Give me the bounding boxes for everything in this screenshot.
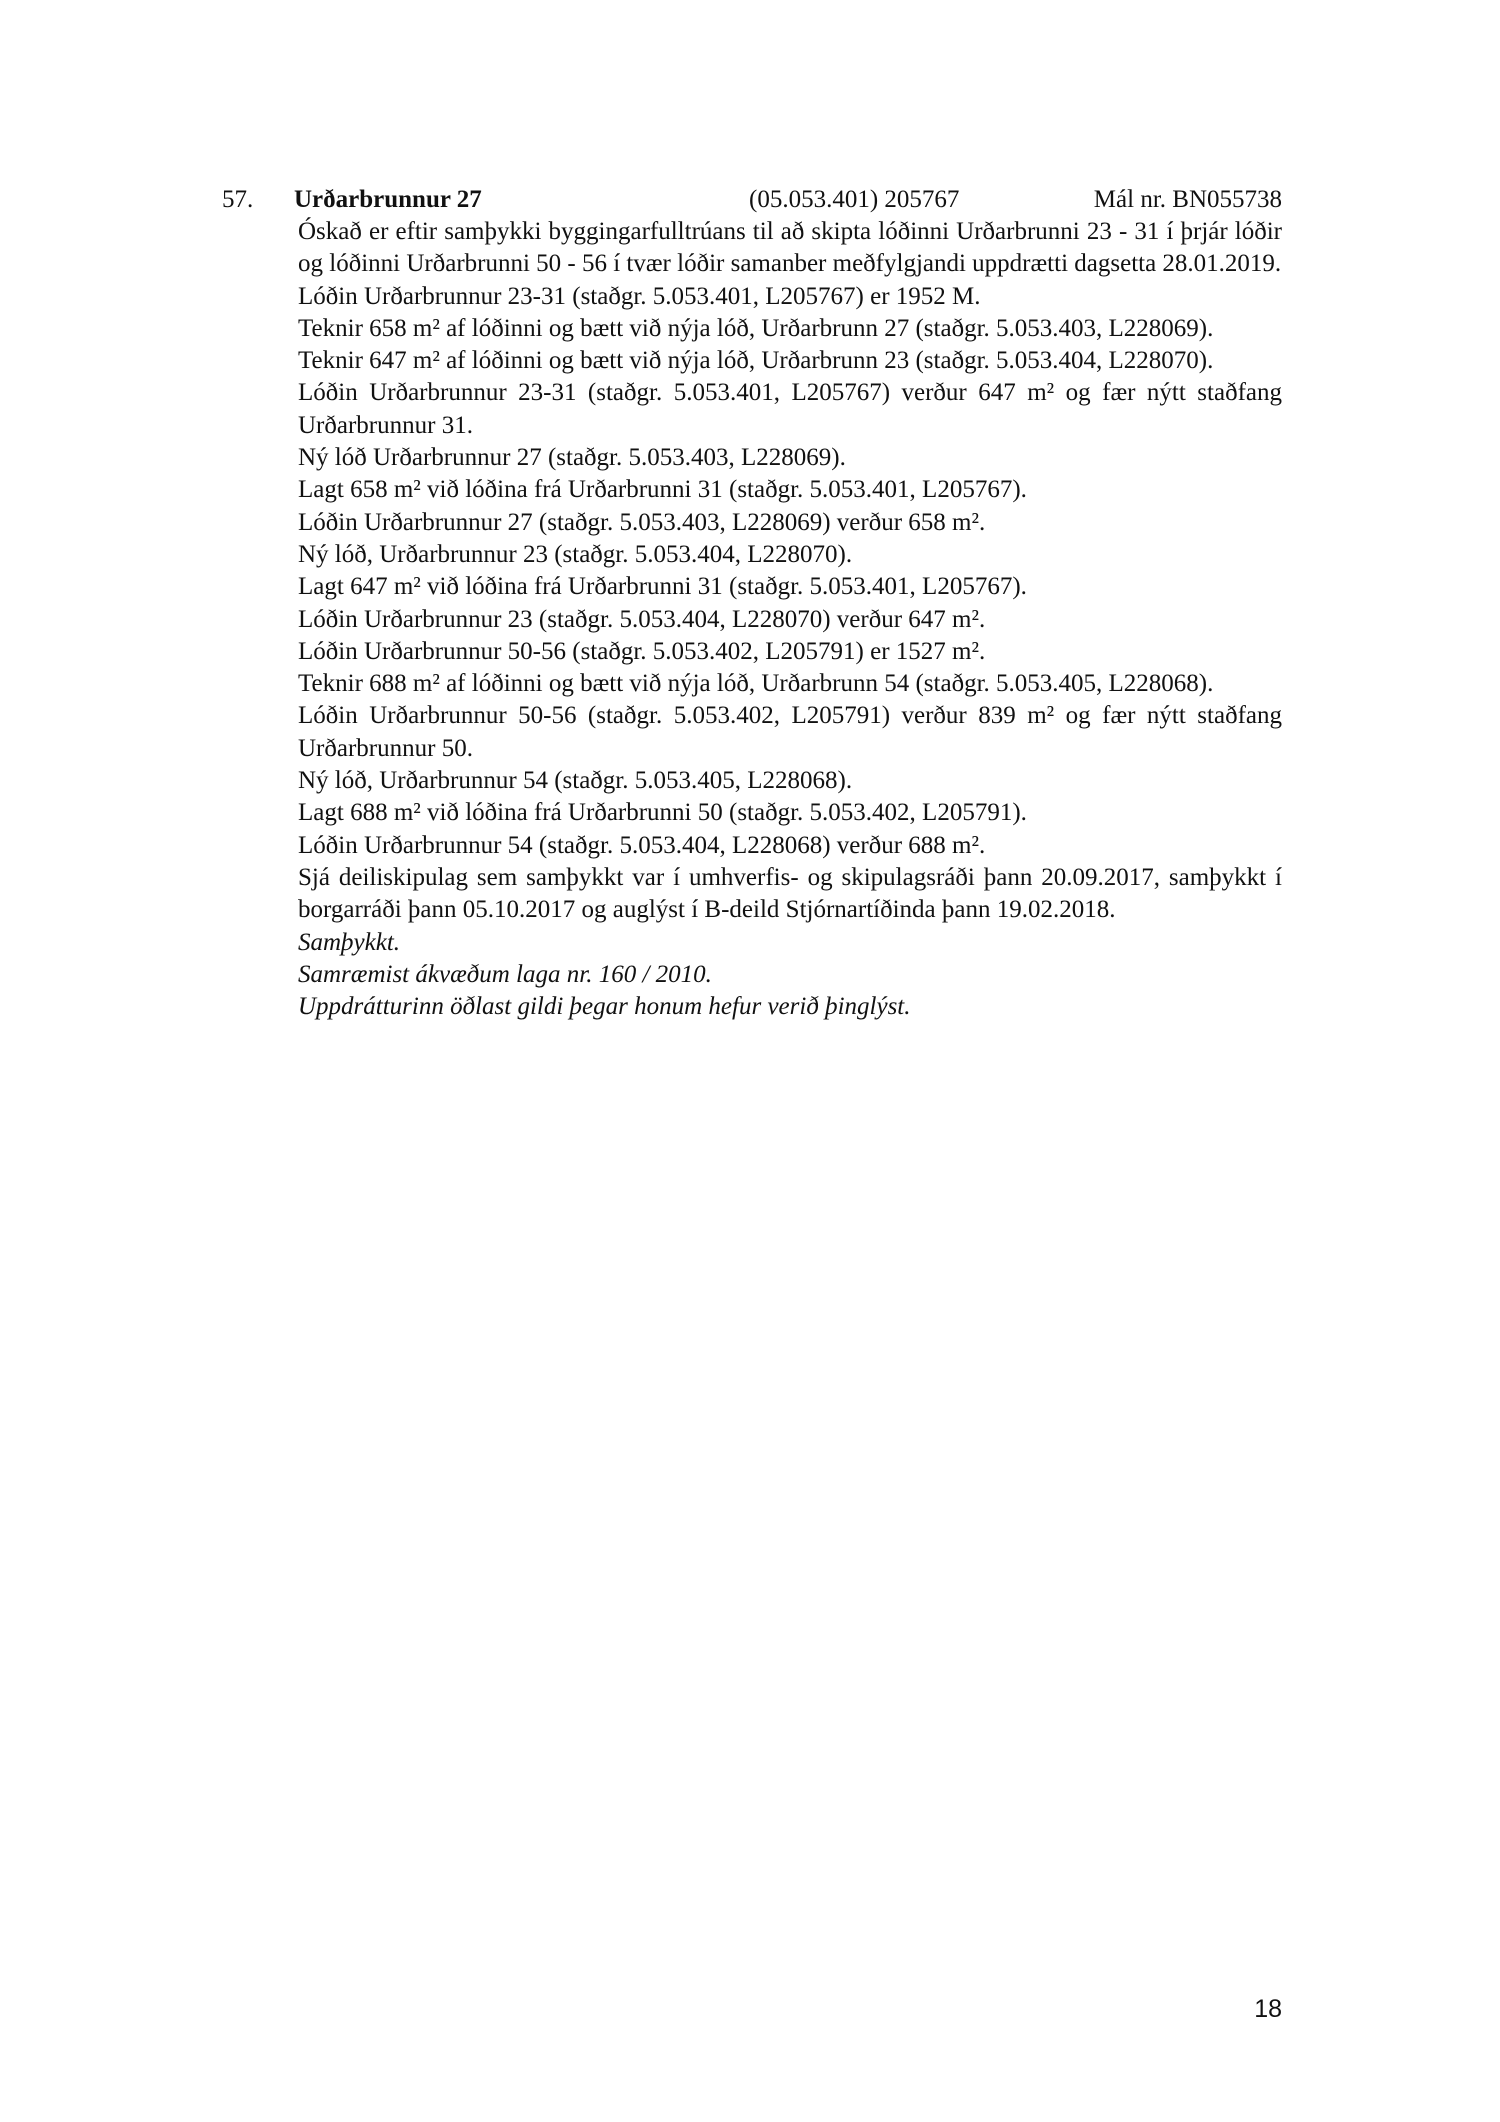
item-title: Urðarbrunnur 27: [294, 186, 482, 213]
body-paragraph: Teknir 688 m² af lóðinni og bætt við nýja lóð, Urðarbrunn 54 (staðgr. 5.053.405, L228068).: [298, 670, 1214, 698]
item-body: [298, 216, 1282, 1023]
body-paragraph: Ný lóð, Urðarbrunnur 23 (staðgr. 5.053.404, L228070).: [298, 540, 853, 568]
body-paragraph: Lóðin Urðarbrunnur 50-56 (staðgr. 5.053.402, L205791) er 1527 m².: [298, 637, 986, 665]
body-paragraph: Lóðin Urðarbrunnur 27 (staðgr. 5.053.403, L228069) verður 658 m².: [298, 508, 986, 536]
body-paragraph: Lóðin Urðarbrunnur 23-31 (staðgr. 5.053.401, L205767) verður 647 m² og fær nýtt staðfang Urðarbrunnur 31.: [298, 379, 1282, 439]
body-paragraph: Lagt 647 m² við lóðina frá Urðarbrunni 31 (staðgr. 5.053.401, L205767).: [298, 573, 1027, 601]
body-paragraph: Lóðin Urðarbrunnur 54 (staðgr. 5.053.404, L228068) verður 688 m².: [298, 831, 986, 859]
item-number: 57.: [222, 186, 254, 213]
decision-note: Uppdrátturinn öðlast gildi þegar honum hefur verið þinglýst.: [298, 993, 911, 1021]
body-paragraph: Ný lóð, Urðarbrunnur 54 (staðgr. 5.053.405, L228068).: [298, 767, 853, 795]
case-number: Mál nr. BN055738: [1093, 186, 1282, 213]
body-paragraph: Lóðin Urðarbrunnur 23-31 (staðgr. 5.053.401, L205767) er 1952 M.: [298, 282, 981, 310]
body-paragraph: Ný lóð Urðarbrunnur 27 (staðgr. 5.053.403, L228069).: [298, 444, 846, 472]
body-paragraph: Lóðin Urðarbrunnur 23 (staðgr. 5.053.404, L228070) verður 647 m².: [298, 605, 986, 633]
body-paragraph: Óskað er eftir samþykki byggingarfulltrúans til að skipta lóðinni Urðarbrunni 23 - 31 í þrjár lóðir og lóðinni Urðarbrunni 50 - 56 í tvær lóðir samanber meðfylgjandi uppdrætti dagsetta 28.01.2019.: [298, 218, 1282, 278]
body-paragraph: Lagt 688 m² við lóðina frá Urðarbrunni 50 (staðgr. 5.053.402, L205791).: [298, 799, 1027, 827]
body-paragraph: Lóðin Urðarbrunnur 50-56 (staðgr. 5.053.402, L205791) verður 839 m² og fær nýtt staðfang Urðarbrunnur 50.: [298, 702, 1282, 762]
item-reference: (05.053.401) 205767: [749, 186, 960, 213]
decision-note: Samræmist ákvæðum laga nr. 160 / 2010.: [298, 960, 712, 988]
body-paragraph: Teknir 658 m² af lóðinni og bætt við nýja lóð, Urðarbrunn 27 (staðgr. 5.053.403, L228069).: [298, 314, 1214, 342]
agenda-item-header: [222, 183, 1282, 217]
decision-note: Samþykkt.: [298, 928, 401, 956]
body-paragraph: Teknir 647 m² af lóðinni og bætt við nýja lóð, Urðarbrunn 23 (staðgr. 5.053.404, L228070).: [298, 347, 1214, 375]
body-paragraph: Sjá deiliskipulag sem samþykkt var í umhverfis- og skipulagsráði þann 20.09.2017, samþykkt í borgarráði þann 05.10.2017 og auglýst í B-deild Stjórnartíðinda þann 19.02.2018.: [298, 863, 1282, 924]
page-number: 18: [1254, 1995, 1282, 2023]
body-paragraph: Lagt 658 m² við lóðina frá Urðarbrunni 31 (staðgr. 5.053.401, L205767).: [298, 476, 1027, 504]
